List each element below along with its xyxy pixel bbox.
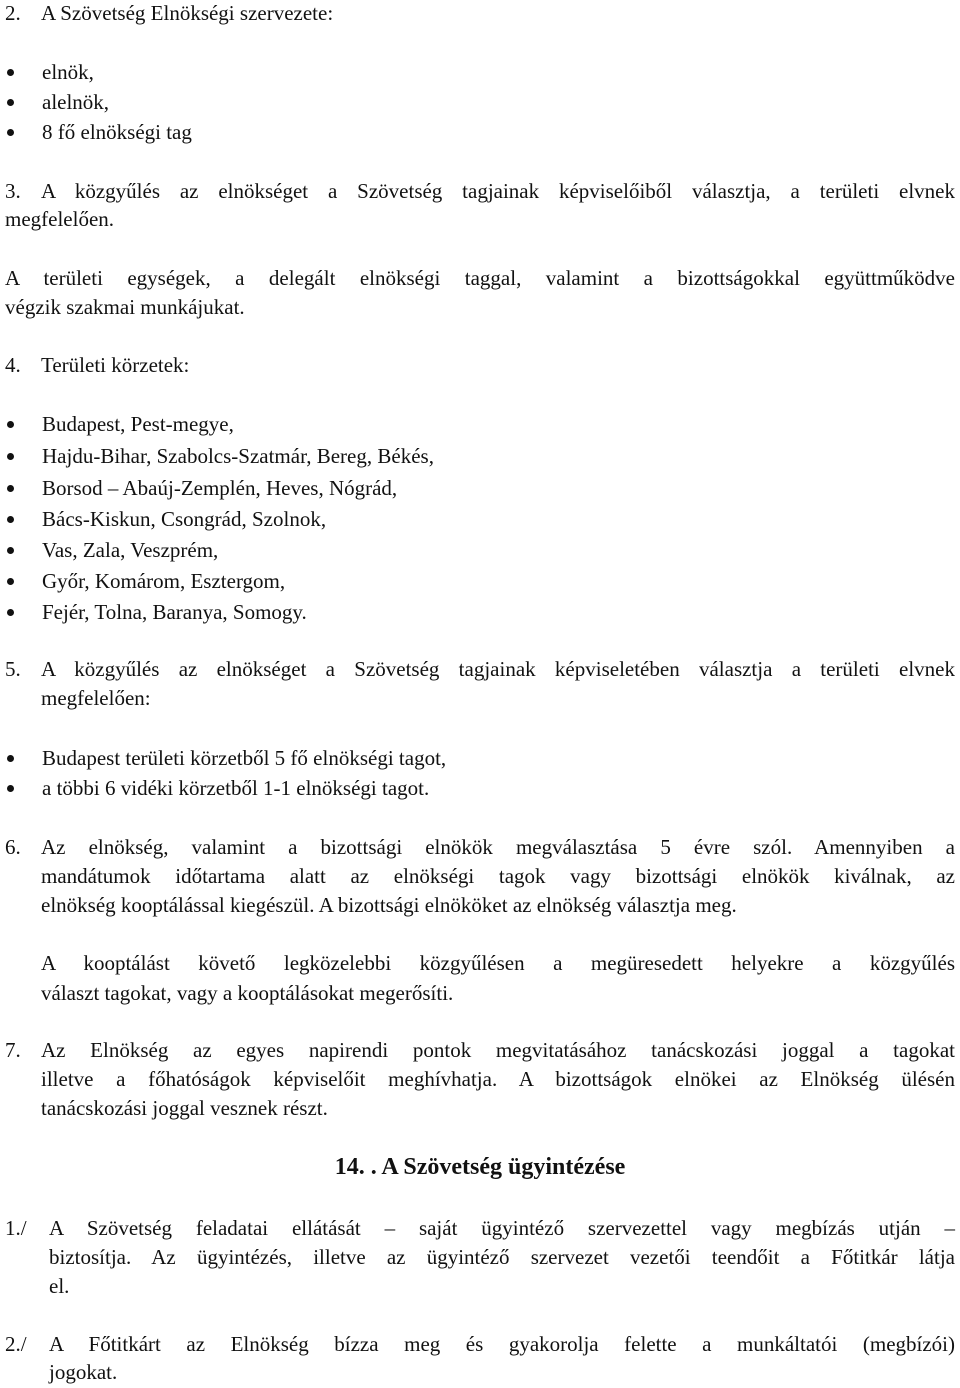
section-3-line: megfelelően.: [5, 207, 115, 231]
section-5-line: megfelelően:: [41, 686, 151, 710]
section-3-paragraph-line: A területi egységek, a delegált elnökségi taggal, valamint a bizottságokkal együttműködve: [5, 266, 955, 290]
section-6-paragraph-line: A kooptálást követő legközelebbi közgyűlésen a megüresedett helyekre a közgyűlés: [41, 951, 955, 975]
list-item: Hajdu-Bihar, Szabolcs-Szatmár, Bereg, Békés,: [42, 444, 434, 468]
bullet-icon: [7, 547, 14, 554]
section-6-paragraph-line: választ tagokat, vagy a kooptálásokat megerősíti.: [41, 981, 454, 1005]
section-4-title: Területi körzetek:: [41, 353, 190, 377]
section-5-number: 5.: [5, 657, 21, 681]
paragraph-1-number: 1./: [5, 1216, 27, 1240]
section-7-line: tanácskozási joggal vesznek részt.: [41, 1096, 328, 1120]
section-14-heading: 14. . A Szövetség ügyintézése: [334, 1154, 626, 1180]
list-item: elnök,: [42, 60, 94, 84]
list-item: Bács-Kiskun, Csongrád, Szolnok,: [42, 507, 327, 531]
bullet-icon: [7, 485, 14, 492]
bullet-icon: [7, 578, 14, 585]
paragraph-1-line: biztosítja. Az ügyintézés, illetve az ügyintéző szervezet vezetői teendőit a Főtitkár látja: [49, 1245, 955, 1269]
paragraph-1-line: el.: [49, 1274, 70, 1298]
section-6-line: mandátumok időtartama alatt az elnökségi tagok vagy bizottsági elnökök kiválnak, az: [41, 864, 955, 888]
section-4-number: 4.: [5, 353, 21, 377]
list-item: Budapest, Pest-megye,: [42, 412, 234, 436]
paragraph-2-line: A Főtitkárt az Elnökség bízza meg és gyakorolja felette a munkáltatói (megbízói): [49, 1332, 955, 1356]
section-6-line: elnökség kooptálással kiegészül. A bizottsági elnököket az elnökség választja meg.: [41, 893, 737, 917]
list-item: 8 fő elnökségi tag: [42, 120, 192, 144]
section-3-paragraph-line: végzik szakmai munkájukat.: [5, 295, 245, 319]
section-3-number: 3.: [5, 179, 21, 203]
bullet-icon: [7, 453, 14, 460]
list-item: Fejér, Tolna, Baranya, Somogy.: [42, 600, 307, 624]
list-item: Budapest területi körzetből 5 fő elnökségi tagot,: [42, 746, 447, 770]
bullet-icon: [7, 421, 14, 428]
section-2-title: A Szövetség Elnökségi szervezete:: [41, 1, 334, 25]
bullet-icon: [7, 99, 14, 106]
paragraph-2-line: jogokat.: [49, 1360, 118, 1384]
list-item: Győr, Komárom, Esztergom,: [42, 569, 286, 593]
bullet-icon: [7, 609, 14, 616]
bullet-icon: [7, 129, 14, 136]
section-7-number: 7.: [5, 1038, 21, 1062]
paragraph-2-number: 2./: [5, 1332, 27, 1356]
list-item: Borsod – Abaúj-Zemplén, Heves, Nógrád,: [42, 476, 398, 500]
section-2-number: 2.: [5, 1, 21, 25]
section-5-line: A közgyűlés az elnökséget a Szövetség tagjainak képviseletében választja a területi elvnek: [41, 657, 955, 681]
bullet-icon: [7, 516, 14, 523]
section-6-line: Az elnökség, valamint a bizottsági elnökök megválasztása 5 évre szól. Amennyiben a: [41, 835, 955, 859]
section-7-line: Az Elnökség az egyes napirendi pontok megvitatásához tanácskozási joggal a tagokat: [41, 1038, 955, 1062]
section-6-number: 6.: [5, 835, 21, 859]
list-item: a többi 6 vidéki körzetből 1-1 elnökségi tagot.: [42, 776, 430, 800]
bullet-icon: [7, 785, 14, 792]
list-item: Vas, Zala, Veszprém,: [42, 538, 219, 562]
bullet-icon: [7, 69, 14, 76]
paragraph-1-line: A Szövetség feladatai ellátását – saját ügyintéző szervezettel vagy megbízás utján –: [49, 1216, 955, 1240]
bullet-icon: [7, 755, 14, 762]
section-7-line: illetve a főhatóságok képviselőit meghívhatja. A bizottságok elnökei az Elnökség ülésén: [41, 1067, 955, 1091]
list-item: alelnök,: [42, 90, 110, 114]
section-3-line: A közgyűlés az elnökséget a Szövetség tagjainak képviselőiből választja, a területi elvnek: [41, 179, 955, 203]
